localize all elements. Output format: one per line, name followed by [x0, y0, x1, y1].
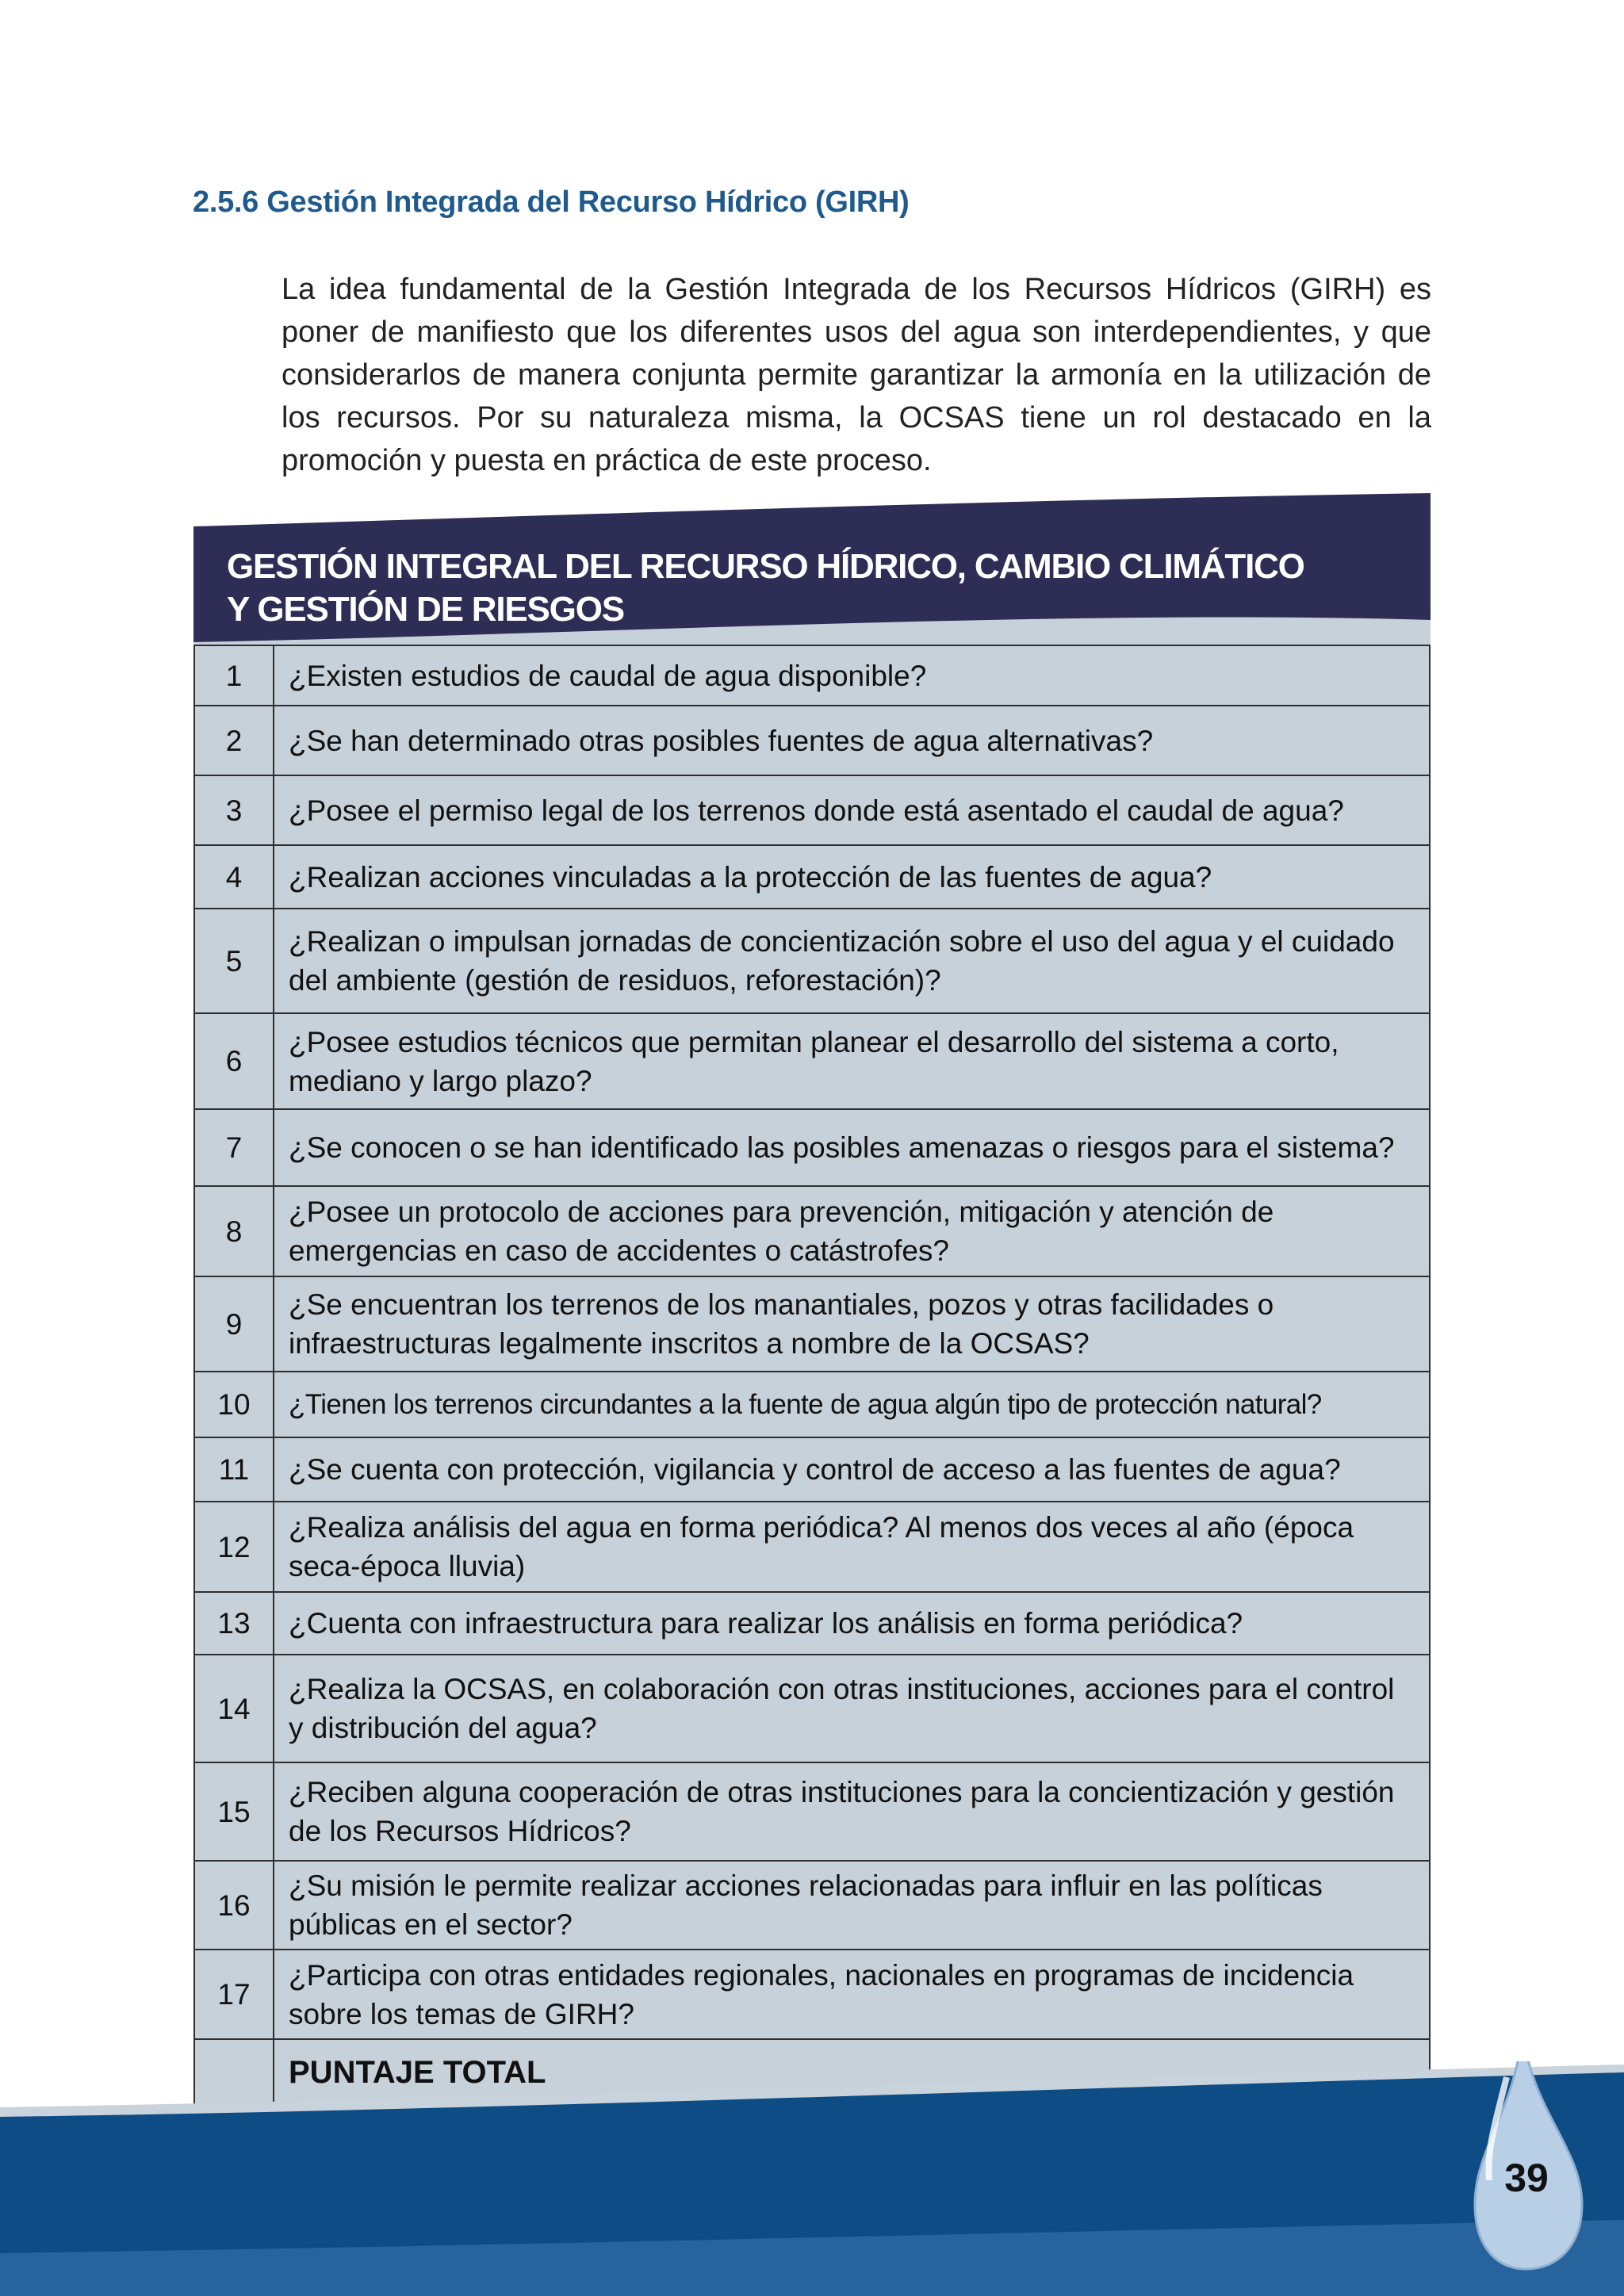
row-question: ¿Participa con otras entidades regionales, nacionales en programas de incidencia sobre los temas de GIRH? — [274, 1950, 1430, 2039]
row-number: 7 — [194, 1109, 274, 1186]
row-question: ¿Realizan acciones vinculadas a la protección de las fuentes de agua? — [274, 845, 1430, 909]
row-question: ¿Tienen los terrenos circundantes a la fuente de agua algún tipo de protección natural? — [274, 1372, 1430, 1437]
row-question: ¿Reciben alguna cooperación de otras instituciones para la concientización y gestión de los Recursos Hídricos? — [274, 1762, 1430, 1861]
table-title — [227, 545, 1304, 631]
row-question: ¿Posee un protocolo de acciones para prevención, mitigación y atención de emergencias en caso de accidentes o catástrofes? — [274, 1186, 1430, 1276]
table-row — [194, 1950, 1430, 2039]
row-number: 9 — [194, 1276, 274, 1372]
row-number: 17 — [194, 1950, 274, 2039]
table-row — [194, 1592, 1430, 1655]
table-row — [194, 645, 1430, 706]
row-number: 14 — [194, 1655, 274, 1762]
total-label: PUNTAJE TOTAL — [274, 2039, 1430, 2107]
row-question: ¿Se cuenta con protección, vigilancia y control de acceso a las fuentes de agua? — [274, 1437, 1430, 1502]
row-question: ¿Su misión le permite realizar acciones relacionadas para influir en las políticas públicas en el sector? — [274, 1861, 1430, 1950]
row-number: 2 — [194, 706, 274, 775]
row-question: ¿Realizan o impulsan jornadas de concientización sobre el uso del agua y el cuidado del ambiente (gestión de residuos, reforestación)? — [274, 909, 1430, 1013]
table-header — [193, 492, 1431, 646]
table-row — [194, 1861, 1430, 1950]
table-title-line-1: GESTIÓN INTEGRAL DEL RECURSO HÍDRICO, CAMBIO CLIMÁTICO — [227, 547, 1304, 586]
table-title-line-2: Y GESTIÓN DE RIESGOS — [227, 590, 624, 629]
questions-table — [193, 645, 1431, 2107]
row-question: ¿Se encuentran los terrenos de los manantiales, pozos y otras facilidades o infraestructuras legalmente inscritos a nombre de la OCSAS? — [274, 1276, 1430, 1372]
row-number: 16 — [194, 1861, 274, 1950]
row-question: ¿Posee el permiso legal de los terrenos donde está asentado el caudal de agua? — [274, 775, 1430, 845]
row-question: ¿Se conocen o se han identificado las posibles amenazas o riesgos para el sistema? — [274, 1109, 1430, 1186]
table-row — [194, 1655, 1430, 1762]
row-question: ¿Cuenta con infraestructura para realizar los análisis en forma periódica? — [274, 1592, 1430, 1655]
row-number: 5 — [194, 909, 274, 1013]
row-number: 13 — [194, 1592, 274, 1655]
page-number: 39 — [1504, 2156, 1549, 2200]
row-number: 6 — [194, 1013, 274, 1109]
row-question: ¿Realiza la OCSAS, en colaboración con otras instituciones, acciones para el control y distribución del agua? — [274, 1655, 1430, 1762]
table-row — [194, 1372, 1430, 1437]
row-number: 4 — [194, 845, 274, 909]
row-question: ¿Realiza análisis del agua en forma periódica? Al menos dos veces al año (época seca-época lluvia) — [274, 1502, 1430, 1592]
row-number: 12 — [194, 1502, 274, 1592]
table-row — [194, 909, 1430, 1013]
table-row — [194, 845, 1430, 909]
row-number: 8 — [194, 1186, 274, 1276]
row-question: ¿Existen estudios de caudal de agua disponible? — [274, 645, 1430, 706]
table-row — [194, 1013, 1430, 1109]
table-row — [194, 1186, 1430, 1276]
row-number: 1 — [194, 645, 274, 706]
table-row — [194, 1276, 1430, 1372]
table-row — [194, 706, 1430, 775]
table-row — [194, 1502, 1430, 1592]
row-question: ¿Se han determinado otras posibles fuentes de agua alternativas? — [274, 706, 1430, 775]
table-row — [194, 1762, 1430, 1861]
row-number: 10 — [194, 1372, 274, 1437]
table-row — [194, 1437, 1430, 1502]
table-row — [194, 1109, 1430, 1186]
table-row — [194, 775, 1430, 845]
row-question: ¿Posee estudios técnicos que permitan planear el desarrollo del sistema a corto, mediano y largo plazo? — [274, 1013, 1430, 1109]
row-number: 11 — [194, 1437, 274, 1502]
row-number: 15 — [194, 1762, 274, 1861]
row-number: 3 — [194, 775, 274, 845]
intro-paragraph: La idea fundamental de la Gestión Integrada de los Recursos Hídricos (GIRH) es poner de manifiesto que los diferentes usos del agua son interdependientes, y que considerarlos de manera conjunta permite garantizar la armonía en la utilización de los recursos. Por su naturaleza misma, la OCSAS tiene un rol destacado en la promoción y puesta en práctica de este proceso. — [282, 273, 1431, 477]
footer-wave — [0, 2061, 1624, 2296]
section-heading: 2.5.6 Gestión Integrada del Recurso Hídrico (GIRH) — [193, 186, 910, 219]
